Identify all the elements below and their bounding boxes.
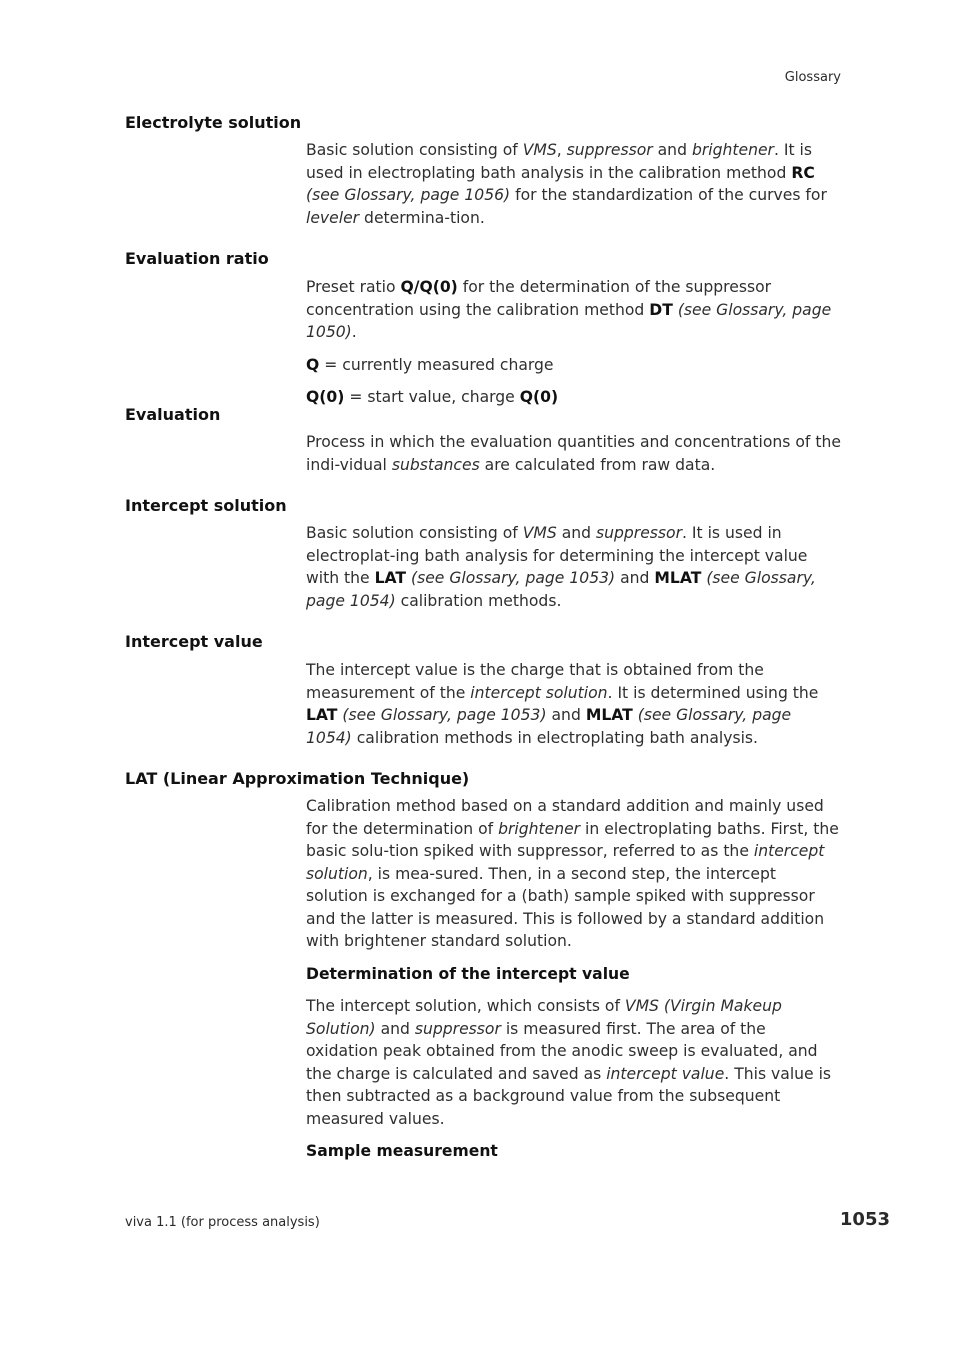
glossary-term: Intercept value — [125, 632, 263, 651]
text-run: Basic solution consisting of — [306, 524, 523, 542]
italic-text: intercept value — [606, 1064, 725, 1083]
glossary-term: Electrolyte solution — [125, 113, 302, 132]
text-run: for the standardization of the curves for — [510, 186, 827, 204]
italic-text: substances — [391, 455, 480, 474]
glossary-definition — [306, 139, 841, 229]
glossary-term: Intercept solution — [125, 496, 287, 515]
text-run: and — [375, 1019, 415, 1038]
text-run: are calculated from raw data. — [479, 455, 716, 474]
header-section-title: Glossary — [784, 70, 841, 85]
text-run: , is mea-sured. Then, in a second step, the intercept solution is exchanged for a (bath) sample spiked with suppressor and the latter is measured. This is followed by a standard addition with brightener standard solution. — [306, 864, 825, 950]
definition-paragraph — [306, 276, 841, 344]
italic-text: suppressor — [566, 141, 653, 159]
bold-term: MLAT — [585, 706, 633, 724]
italic-text: suppressor — [414, 1019, 501, 1038]
definition-subheading: Determination of the intercept value — [306, 964, 630, 983]
bold-term: Q — [306, 355, 320, 374]
text-run: calibration methods in electroplating bath analysis. — [351, 728, 758, 747]
italic-text: brightener — [691, 141, 774, 159]
text-run: = start value, charge — [344, 388, 520, 406]
text-run: and — [546, 706, 586, 724]
definition-paragraph — [306, 386, 841, 409]
italic-text: VMS (Virgin Makeup Solution) — [306, 997, 782, 1038]
text-run: for the determination of the suppressor concentration using the calibration method — [306, 278, 772, 319]
text-run: Preset ratio — [306, 278, 401, 296]
bold-term: Q(0) — [306, 388, 345, 406]
italic-text: (see Glossary, page 1053) — [342, 706, 547, 724]
footer-product: viva 1.1 (for process analysis) — [125, 1215, 320, 1230]
italic-text: suppressor — [596, 524, 683, 542]
text-run: The intercept value is the charge that is obtained from the measurement of the — [306, 661, 764, 702]
text-run: calibration methods. — [395, 591, 562, 610]
page-number: 1053 — [839, 1209, 890, 1230]
text-run: The intercept solution, which consists of — [306, 997, 625, 1015]
text-run: . It is determined using the — [607, 683, 819, 702]
glossary-definition — [306, 795, 841, 1163]
italic-text: intercept solution — [306, 842, 825, 883]
text-run: , — [556, 141, 567, 159]
text-run: and — [615, 569, 655, 587]
glossary-definition — [306, 522, 841, 612]
text-run: determina-tion. — [359, 208, 485, 227]
bold-term: Q(0) — [519, 388, 559, 406]
definition-paragraph — [306, 354, 841, 377]
italic-text: VMS — [522, 141, 557, 159]
glossary-definition — [306, 659, 841, 749]
text-run: and — [652, 141, 692, 159]
glossary-definition — [306, 431, 841, 476]
italic-text: (see Glossary, page 1054) — [306, 569, 816, 610]
text-run: and — [556, 524, 596, 542]
header-decoration — [125, 73, 309, 80]
bold-term: LAT — [374, 569, 407, 587]
text-run: in electroplating baths. First, the basic solu-tion spiked with suppressor, referred to as the — [306, 819, 839, 860]
bold-term: MLAT — [654, 569, 702, 587]
text-run: Basic solution consisting of — [306, 141, 523, 159]
definition-paragraph — [306, 139, 841, 229]
bold-term: DT — [649, 300, 673, 319]
text-run: . — [351, 323, 357, 341]
definition-paragraph — [306, 795, 841, 953]
text-run: . It is used in electroplating bath analysis in the calibration method — [306, 141, 813, 182]
glossary-term: LAT (Linear Approximation Technique) — [125, 769, 470, 788]
text-run: . It is used in electroplat-ing bath analysis for determining the intercept value with the — [306, 524, 808, 587]
definition-paragraph — [306, 522, 841, 612]
italic-text: (see Glossary, page 1056) — [306, 186, 511, 204]
bold-term: Q/Q(0) — [400, 278, 458, 296]
text-run: . This value is then subtracted as a background value from the subsequent measured values. — [306, 1064, 832, 1128]
text-run: Calibration method based on a standard addition and mainly used for the determination of — [306, 797, 824, 838]
italic-text: VMS — [522, 524, 557, 542]
definition-paragraph — [306, 431, 841, 476]
italic-text: (see Glossary, page 1050) — [306, 300, 832, 341]
definition-subheading: Sample measurement — [306, 1142, 498, 1160]
italic-text: brightener — [498, 819, 581, 838]
italic-text: intercept solution — [470, 683, 608, 702]
glossary-definition — [306, 276, 841, 409]
italic-text: (see Glossary, page 1053) — [411, 569, 616, 587]
bold-term: LAT — [306, 706, 338, 724]
glossary-term: Evaluation — [125, 405, 221, 424]
definition-paragraph — [306, 659, 841, 749]
italic-text: (see Glossary, page 1054) — [306, 706, 792, 747]
text-run: is measured first. The area of the oxidation peak obtained from the anodic sweep is evaluated, and the charge is calculated and saved as — [306, 1019, 818, 1083]
bold-term: RC — [791, 163, 815, 182]
italic-text: leveler — [306, 208, 360, 227]
text-run: Process in which the evaluation quantities and concentrations of the indi-vidual — [306, 433, 841, 474]
definition-paragraph — [306, 995, 841, 1130]
glossary-term: Evaluation ratio — [125, 249, 269, 268]
footer-decoration — [772, 1218, 842, 1225]
text-run: = currently measured charge — [319, 355, 554, 374]
